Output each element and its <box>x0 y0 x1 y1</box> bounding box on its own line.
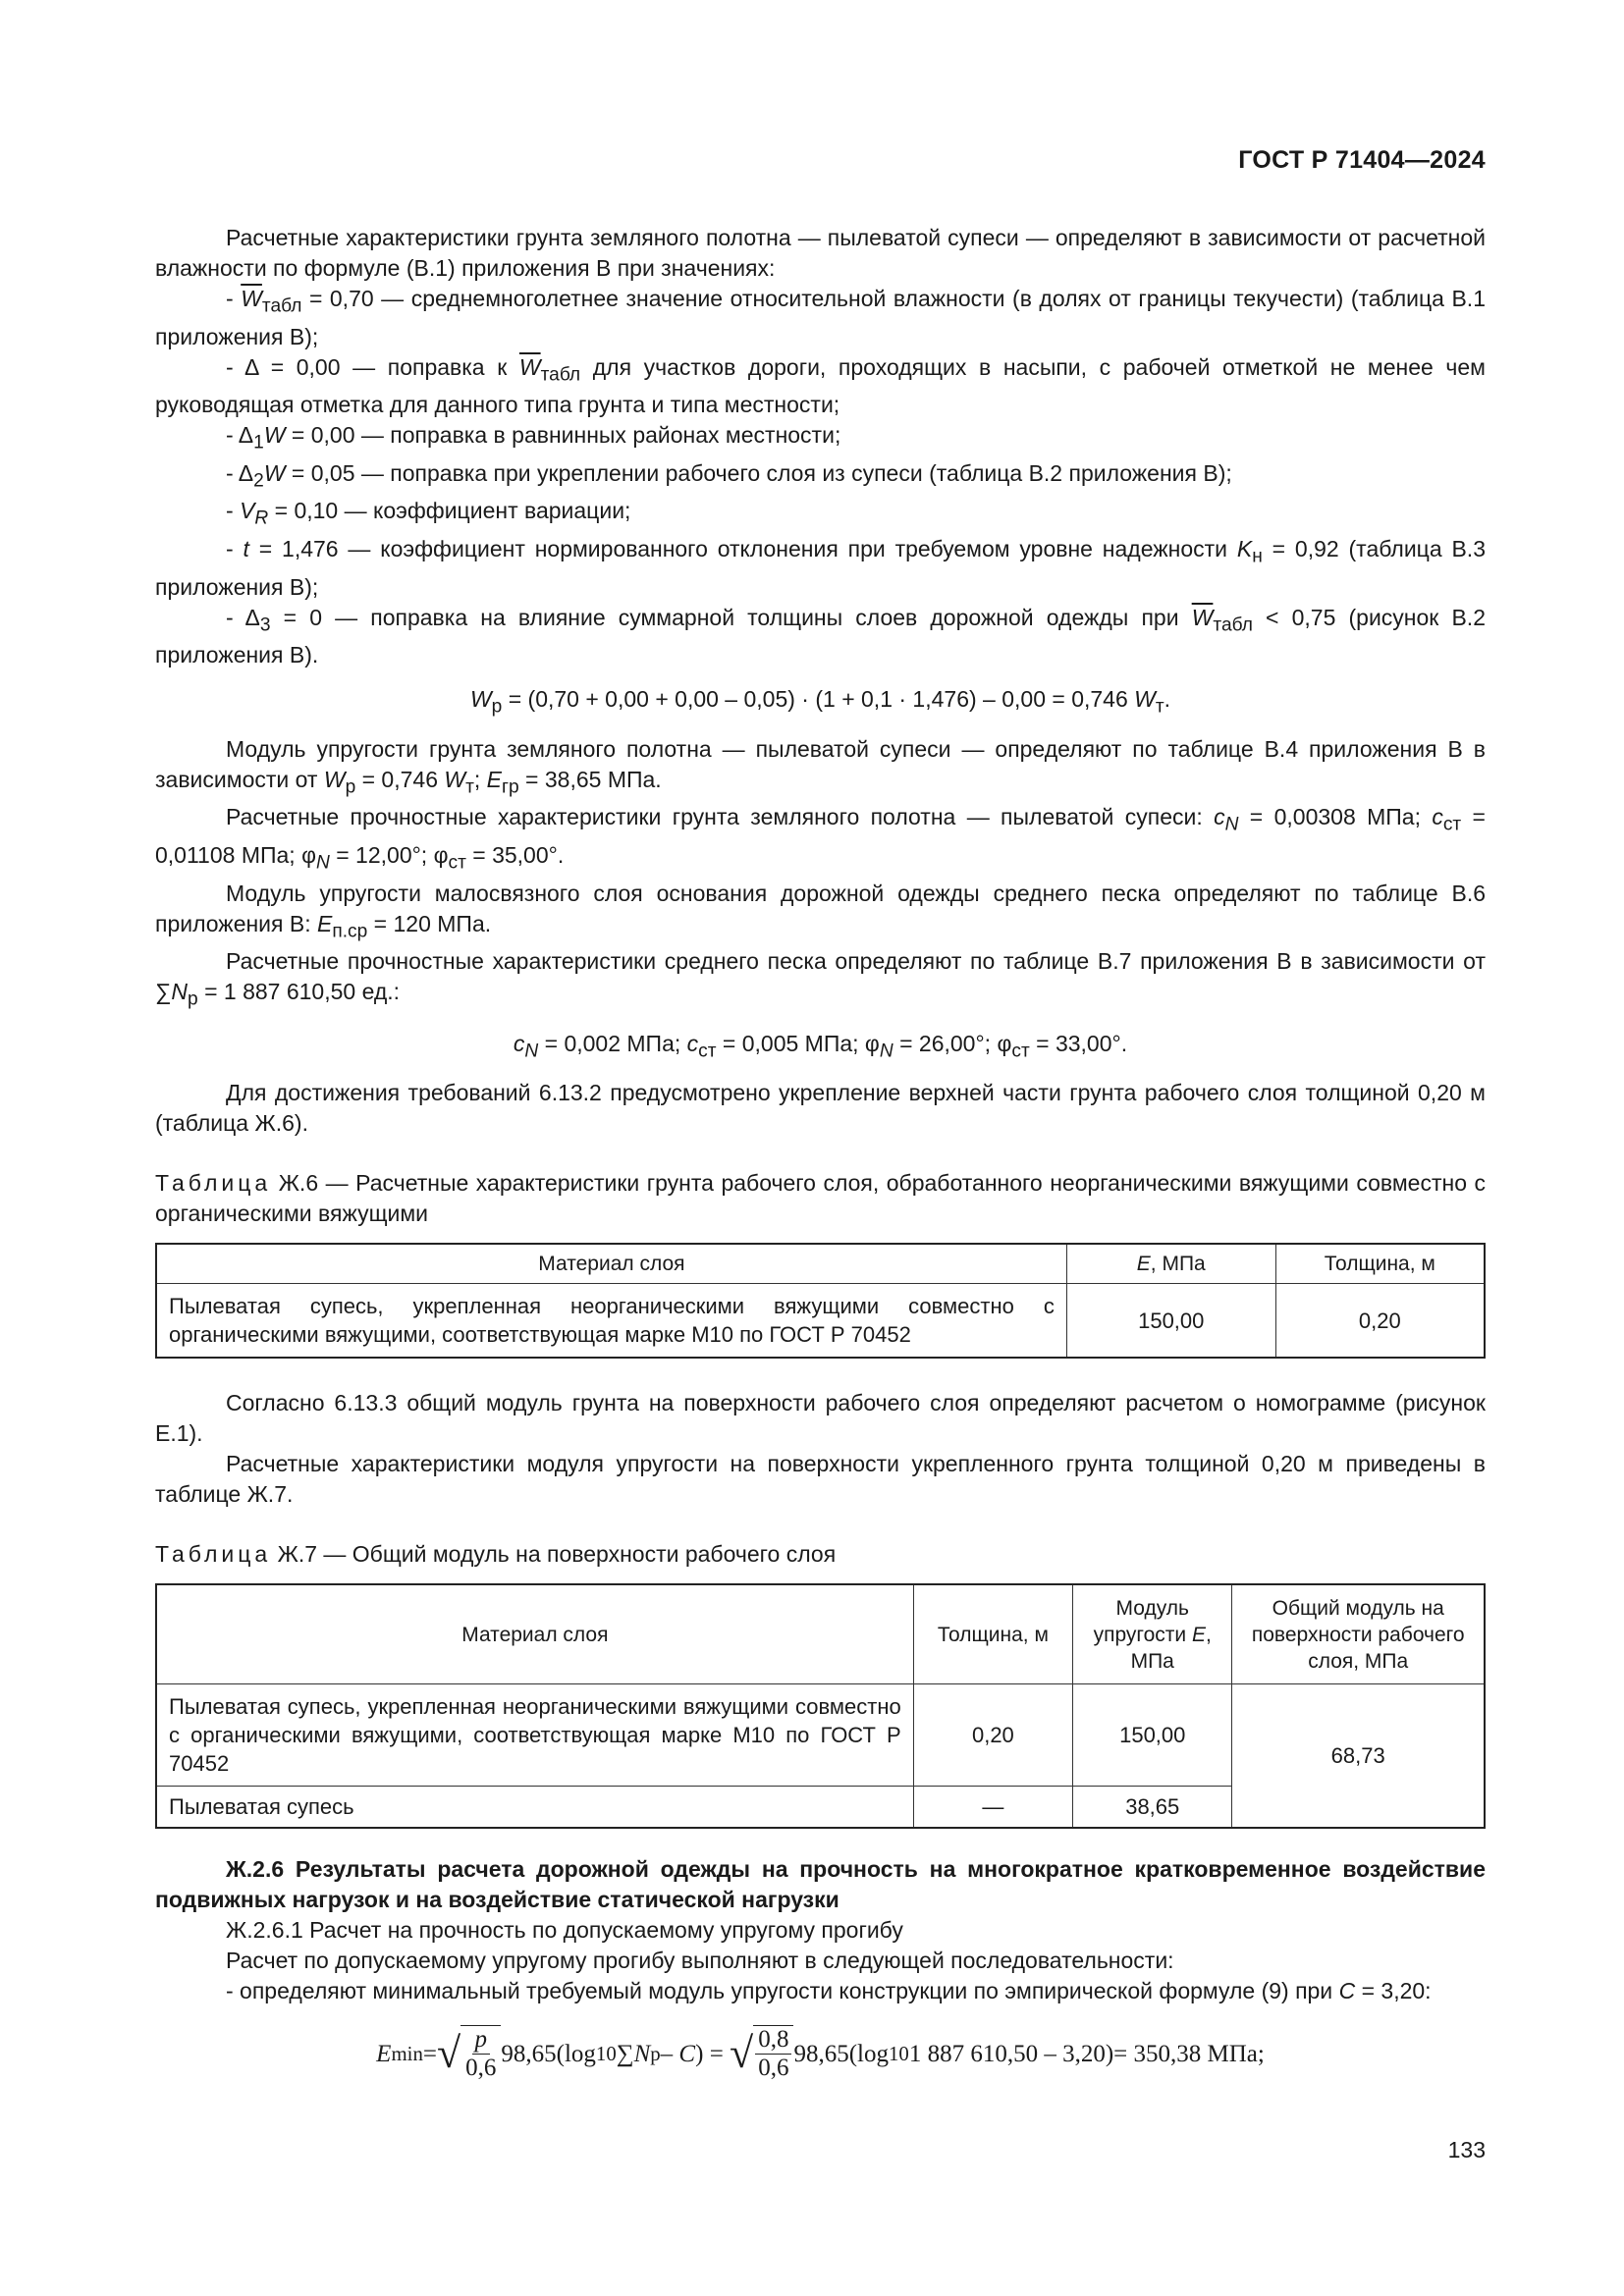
paragraph: Расчет по допускаемому упругому прогибу выполняют в следующей последовательности: <box>226 1948 1174 1974</box>
table-cell: — <box>913 1787 1072 1829</box>
table-cell: Пылеватая супесь, укрепленная неорганическими вяжущими совместно с органическими вяжущими, соответствующая марке М10 по ГОСТ Р 70452 <box>156 1684 913 1787</box>
equation: $W_р = (0,70 + 0,00 + 0,00 - 0,05) \cdot (1 + 0,1 \cdot 1,476) - 0,00 = 0,746$ $W_т$. <box>469 686 1171 718</box>
table-caption: Таблица Ж.7 — Общий модуль на поверхности рабочего слоя <box>155 1541 837 1568</box>
list-item: - $\Delta_1W = 0,00$ — поправка в равнинных районах местности; <box>226 422 841 454</box>
fraction: $\frac{p}{0,6}$ <box>465 2026 497 2082</box>
table-header: Материал слоя <box>156 1584 913 1684</box>
list-item: - $V_R = 0,10$ — коэффициент вариации; <box>226 498 631 529</box>
paragraph: Расчетные характеристики модуля упругости на поверхности укрепленного грунта толщиной 0,20 м приведены в таблице Ж.7. <box>155 1451 1486 1508</box>
table-cell: Пылеватая супесь <box>156 1787 913 1829</box>
table-header: Толщина, м <box>913 1584 1072 1684</box>
table-header: E, МПа <box>1066 1244 1275 1284</box>
paragraph: Для достижения требований 6.13.2 предусмотрено укрепление верхней части грунта рабочего слоя толщиной 0,20 м (таблица Ж.6). <box>155 1080 1486 1137</box>
table-cell: Пылеватая супесь, укрепленная неорганическими вяжущими совместно с органическими вяжущими, соответствующая марке М10 по ГОСТ Р 70452 <box>156 1284 1066 1359</box>
subsection-title: Ж.2.6.1 Расчет на прочность по допускаемому упругому прогибу <box>226 1917 903 1944</box>
table-zh6 <box>155 1243 1486 1359</box>
list-item: - $\Delta_3 = 0$ — поправка на влияние суммарной толщины слоев дорожной одежды при $\overline{W}_{табл} < 0,75$ (рисунок В.2 приложения В). <box>155 604 1486 668</box>
page <box>155 0 1486 2296</box>
list-item: - $\overline{W}_{табл} = 0,70$ — среднемноголетнее значение относительной влажности (в долях от границы текучести) (таблица В.1 приложения В); <box>155 286 1486 349</box>
table-header: Модуль упругости E, МПа <box>1073 1584 1232 1684</box>
list-item: - t = 1,476 — коэффициент нормированного отклонения при требуемом уровне надежности $K_н = 0,92$ (таблица В.3 приложения В); <box>155 535 1486 600</box>
table-zh7 <box>155 1583 1486 1829</box>
sqrt: √ $\frac{0,8}{0,6}$ <box>730 2024 793 2083</box>
content <box>155 223 1486 2083</box>
table-cell: 150,00 <box>1066 1284 1275 1359</box>
table-header: Материал слоя <box>156 1244 1066 1284</box>
paragraph: Согласно 6.13.3 общий модуль грунта на поверхности рабочего слоя определяют расчетом о номограмме (рисунок Е.1). <box>155 1390 1486 1447</box>
paragraph: Модуль упругости малосвязного слоя основания дорожной одежды среднего песка определяют по таблице В.6 приложения В: $E_{п.ср} = 120$ МПа. <box>155 880 1486 942</box>
sqrt: √ $\frac{p}{0,6}$ <box>437 2024 501 2083</box>
list-item: - $\Delta_2W = 0,05$ — поправка при укреплении рабочего слоя из супеси (таблица В.2 приложения В); <box>226 459 1232 492</box>
page-number: 133 <box>1447 2137 1486 2163</box>
equation: $c_N = 0,002$ МПа; $c_{ст} = 0,005$ МПа; $\varphi_N = 26,00^\circ$; $\varphi_{ст} = 33,00^\circ$. <box>513 1030 1128 1062</box>
table-cell: 38,65 <box>1073 1787 1232 1829</box>
paragraph: Расчетные прочностные характеристики среднего песка определяют по таблице В.7 приложения В в зависимости от $\sum N_р = 1$ 887 610,50 ед.: <box>155 948 1486 1010</box>
table-cell: 0,20 <box>913 1684 1072 1787</box>
table-header: Толщина, м <box>1275 1244 1485 1284</box>
fraction: $\frac{0,8}{0,6}$ <box>755 2026 791 2082</box>
list-item: - Δ = 0,00 — поправка к $\overline{W}_{табл}$ для участков дороги, проходящих в насыпи, с рабочей отметкой не менее чем руководящая отметка для данного типа грунта и типа местности; <box>155 353 1486 418</box>
table-header: Общий модуль на поверхности рабочего слоя, МПа <box>1232 1584 1485 1684</box>
table-cell: 68,73 <box>1232 1684 1485 1829</box>
table-cell: 150,00 <box>1073 1684 1232 1787</box>
paragraph: Расчетные характеристики грунта земляного полотна — пылеватой супеси — определяют в зависимости от расчетной влажности по формуле (В.1) приложения В при значениях: <box>155 225 1486 281</box>
paragraph: Модуль упругости грунта земляного полотна — пылеватой супеси — определяют по таблице В.4 приложения В в зависимости от $W_р = 0,746$ $W_т$; $E_{гр} = 38,65$ МПа. <box>155 735 1486 798</box>
formula-emin: E min = √ $\frac{p}{0,6}$ 98,65 ( log 10 ∑ N р – C ) = √ $\frac{0,8}{0,6}$ 98,65 ( log 10 1 887 610,50 – 3,20 ) = 350,38 МПа; <box>376 2026 1265 2082</box>
document-header: ГОСТ Р 71404—2024 <box>1238 146 1486 174</box>
paragraph: Расчетные прочностные характеристики грунта земляного полотна — пылеватой супеси: $c_N = 0,00308$ МПа; $c_{ст} = 0,01108$ МПа; $\varphi_N = 12,00^\circ$; $\varphi_{ст} = 35,00^\circ$. <box>155 804 1486 874</box>
table-cell: 0,20 <box>1275 1284 1485 1359</box>
table-caption: Таблица Ж.6 — Расчетные характеристики грунта рабочего слоя, обработанного неорганическими вяжущими совместно с органическими вяжущими <box>155 1170 1486 1227</box>
section-title: Ж.2.6 Результаты расчета дорожной одежды на прочность на многократное кратковременное воздействие подвижных нагрузок и на воздействие статической нагрузки <box>155 1856 1486 1913</box>
paragraph: - определяют минимальный требуемый модуль упругости конструкции по эмпирической формуле (9) при C = 3,20: <box>226 1978 1432 2004</box>
